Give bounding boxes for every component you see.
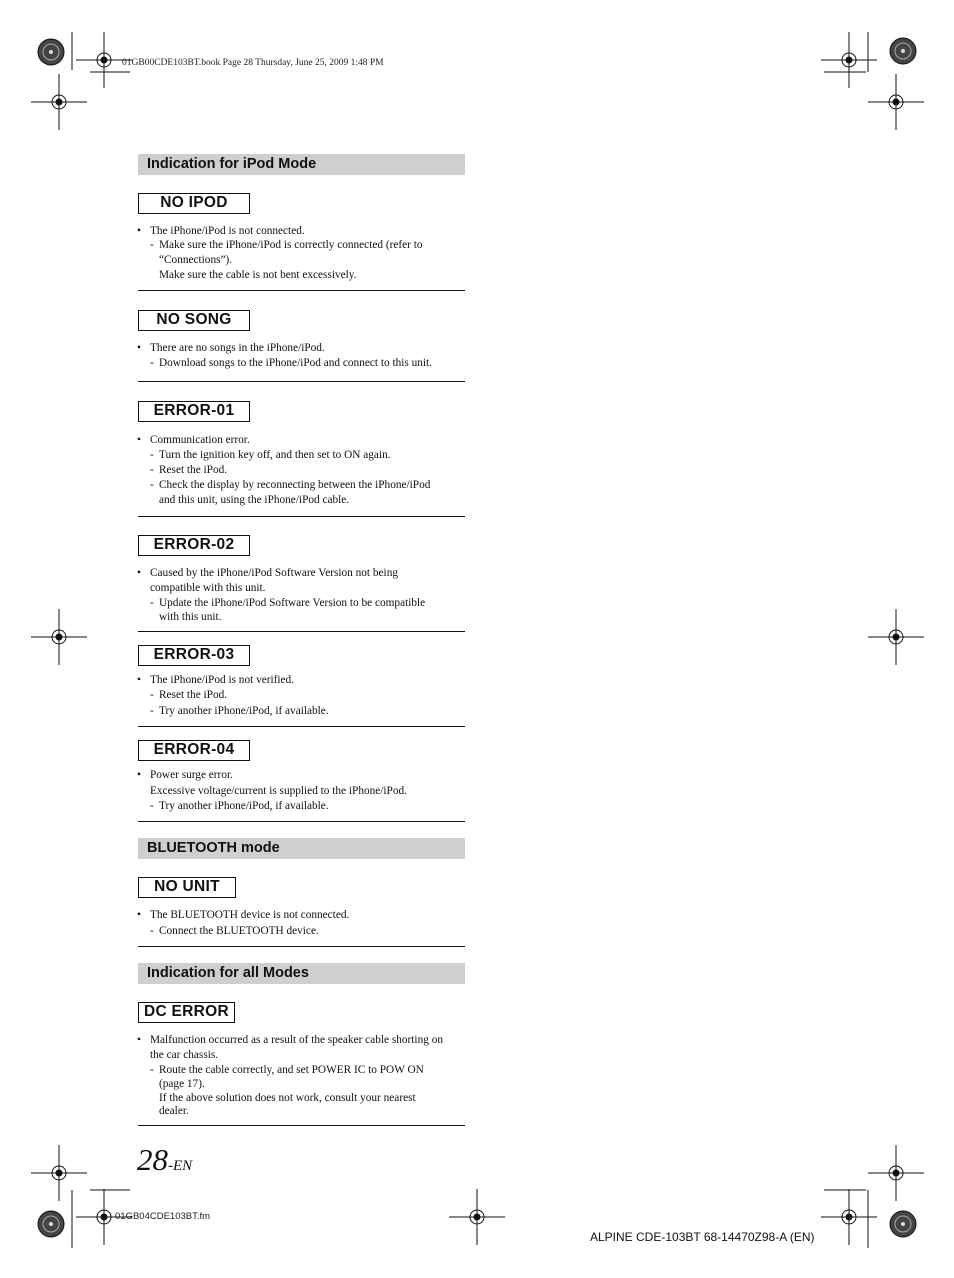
crosshair-icon xyxy=(868,1145,924,1201)
page-number-value: 28 xyxy=(137,1142,168,1177)
divider xyxy=(138,726,465,727)
entry-line: Caused by the iPhone/iPod Software Version not being xyxy=(150,567,398,579)
bullet-icon: • xyxy=(137,909,141,921)
book-file-header: 01GB00CDE103BT.book Page 28 Thursday, June 25, 2009 1:48 PM xyxy=(122,58,384,68)
dash-icon: - xyxy=(150,357,154,369)
dash-icon: - xyxy=(150,239,154,251)
crosshair-icon xyxy=(449,1189,505,1245)
crosshair-icon xyxy=(31,74,87,130)
display-indicator-dc-error: DC ERROR xyxy=(138,1002,235,1023)
crosshair-icon xyxy=(821,32,877,88)
page-number xyxy=(137,1140,192,1186)
entry-line: Turn the ignition key off, and then set to ON again. xyxy=(159,449,391,461)
dash-icon: - xyxy=(150,705,154,717)
section-title: BLUETOOTH mode xyxy=(147,840,280,856)
entry-line: “Connections”). xyxy=(159,254,233,266)
divider xyxy=(138,516,465,517)
entry-line: Communication error. xyxy=(150,434,250,446)
bullet-icon: • xyxy=(137,225,141,237)
dash-icon: - xyxy=(150,689,154,701)
entry-line: Try another iPhone/iPod, if available. xyxy=(159,800,329,812)
divider xyxy=(138,821,465,822)
entry-line: the car chassis. xyxy=(150,1049,219,1061)
entry-line: Malfunction occurred as a result of the speaker cable shorting on xyxy=(150,1034,443,1046)
crosshair-icon xyxy=(868,609,924,665)
bullet-icon: • xyxy=(137,674,141,686)
display-indicator-error-01: ERROR-01 xyxy=(138,401,250,422)
display-indicator-error-02: ERROR-02 xyxy=(138,535,250,556)
entry-line: If the above solution does not work, consult your nearest xyxy=(159,1092,416,1104)
divider xyxy=(138,290,465,291)
entry-line: compatible with this unit. xyxy=(150,582,266,594)
entry-line: The BLUETOOTH device is not connected. xyxy=(150,909,350,921)
section-heading-bluetooth xyxy=(138,838,465,859)
bullet-icon: • xyxy=(137,342,141,354)
bullet-icon: • xyxy=(137,567,141,579)
entry-line: Check the display by reconnecting between the iPhone/iPod xyxy=(159,479,431,491)
entry-line: Make sure the cable is not bent excessively. xyxy=(159,269,357,281)
dash-icon: - xyxy=(150,449,154,461)
footer-file-name: 01GB04CDE103BT.fm xyxy=(115,1211,211,1222)
bullet-icon: • xyxy=(137,434,141,446)
display-indicator-no-ipod: NO IPOD xyxy=(138,193,250,214)
crosshair-icon xyxy=(868,74,924,130)
entry-line: (page 17). xyxy=(159,1078,205,1090)
page-language-suffix: -EN xyxy=(168,1158,193,1174)
divider xyxy=(138,381,465,382)
entry-line: Download songs to the iPhone/iPod and connect to this unit. xyxy=(159,357,432,369)
divider xyxy=(138,1125,465,1126)
display-indicator-error-04: ERROR-04 xyxy=(138,740,250,761)
dash-icon: - xyxy=(150,800,154,812)
divider xyxy=(138,631,465,632)
display-indicator-no-song: NO SONG xyxy=(138,310,250,331)
bullet-icon: • xyxy=(137,1034,141,1046)
entry-line: Reset the iPod. xyxy=(159,689,228,701)
entry-line: Power surge error. xyxy=(150,769,233,781)
dash-icon: - xyxy=(150,479,154,491)
entry-line: Reset the iPod. xyxy=(159,464,228,476)
footer-model-line: ALPINE CDE-103BT 68-14470Z98-A (EN) xyxy=(590,1230,815,1244)
display-indicator-no-unit: NO UNIT xyxy=(138,877,236,898)
entry-line: Route the cable correctly, and set POWER IC to POW ON xyxy=(159,1064,424,1076)
star-target-icon xyxy=(890,1211,916,1237)
entry-line: with this unit. xyxy=(159,611,222,623)
star-target-icon xyxy=(890,38,916,64)
entry-line: Update the iPhone/iPod Software Version to be compatible xyxy=(159,597,426,609)
star-target-icon xyxy=(38,39,64,65)
section-title: Indication for iPod Mode xyxy=(147,156,317,172)
section-title: Indication for all Modes xyxy=(147,965,309,981)
entry-line: and this unit, using the iPhone/iPod cable. xyxy=(159,494,350,506)
entry-line: The iPhone/iPod is not connected. xyxy=(150,225,305,237)
dash-icon: - xyxy=(150,464,154,476)
divider xyxy=(138,946,465,947)
entry-line: Excessive voltage/current is supplied to the iPhone/iPod. xyxy=(150,785,407,797)
bullet-icon: • xyxy=(137,769,141,781)
section-heading-ipod xyxy=(138,154,465,175)
entry-line: Make sure the iPhone/iPod is correctly connected (refer to xyxy=(159,239,423,251)
star-target-icon xyxy=(38,1211,64,1237)
crosshair-icon xyxy=(821,1189,877,1245)
crosshair-icon xyxy=(31,609,87,665)
display-indicator-error-03: ERROR-03 xyxy=(138,645,250,666)
entry-line: The iPhone/iPod is not verified. xyxy=(150,674,295,686)
entry-line: Connect the BLUETOOTH device. xyxy=(159,925,319,937)
dash-icon: - xyxy=(150,925,154,937)
dash-icon: - xyxy=(150,597,154,609)
entry-line: dealer. xyxy=(159,1105,189,1117)
section-heading-all-modes xyxy=(138,963,465,984)
entry-line: Try another iPhone/iPod, if available. xyxy=(159,705,329,717)
entry-line: There are no songs in the iPhone/iPod. xyxy=(150,342,325,354)
crosshair-icon xyxy=(31,1145,87,1201)
dash-icon: - xyxy=(150,1064,154,1076)
